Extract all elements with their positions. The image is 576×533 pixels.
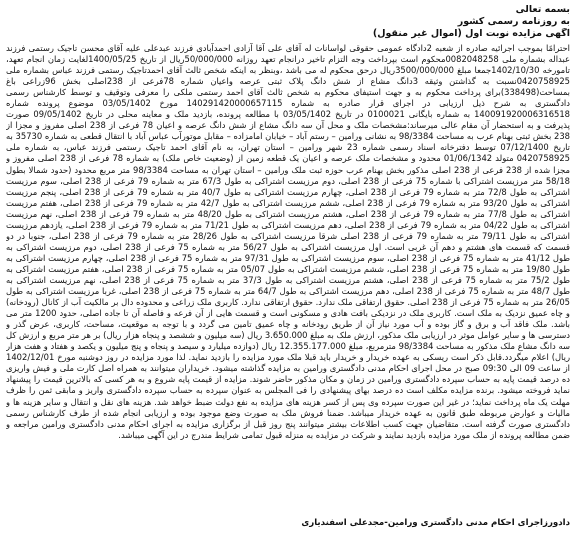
bismillah-heading: بسمه تعالی bbox=[515, 4, 570, 15]
notice-title: آگهی مزایده نوبت اول (اموال غیر منقول) bbox=[372, 28, 570, 39]
notice-body: احترامًا بموجب اجرائیه صادره از شعبه 2دادگاه عمومی حقوقی لواسانات له آقای علی آقا آزادی احمدآبادی فرزند عبدعلی علیه آقای محسن تاجیک رستمی فرزند عبداله بشماره ملی 0082048258محکوم است بپرداخت وجه التزام تاخیر درانجام تعهد روزانه 50/000/000ریال از تاریخ 1400/05/25لغایت زمان انجام تعهد، تامورخه 1402/10/30جمعا مبلغ 3500/000/000ریال درحق محکوم له می باشد ،وبنظر به اینکه شخص ثالث آقای احمدتاجیک رستمی فرزند عباس بشماره ملی 0420758925نسبت به گذاشتن وثیقه 3دانگ مشاع از شش دانگ پلاک ثبتی عرصه واعیان شماره 78فرعی از 238اصلی بخش 96زراعی باغ بمساحت(338498)برای پرداخت محکوم به و جهت استیفای محکوم به شخص ثالث آقای احمد رستمی ملکی را معرفی وتوقیف و توسط کارشناس رسمی دادگستری به شرح ذیل ارزیابی در اجرای قرار صادره به شماره 140291420000657115 مورخ 03/05/1402 موضوع پرونده شماره 140091920006316518 به شماره بایگانی 0100021 در تاریخ 03/05/1402 با مطالعه پرونده، بازدید ملک و معاینه محلی در تاریخ 09/05/1402 صورت پذیرفت و به استحضار آن مقام عالی میرساند:مشخصات ملک و محل آن سه دانگ مشاع از شش دانگ عرصه و اعیان 78 فرعی از 238 اصلی مفروز و مجزا از 238 بخش ثبتی بهنام عرب به مساحت 98/3384 به نشانی ورامین – رستم آباد – خیابان امامزاده – مقابل موتورآب عباس آباد با انتقال قطعی به شماره 35730 به تاریخ 07/12/1400 توسط دفترخانه اسناد رسمی شماره 23 شهر ورامین – استان تهران، به نام آقای احمد تاجیک رستمی فرزند عباس، به شماره ملی 0420758925 متولد 01/06/1342 محدود و مشخصات ملک عرصه و اعیان یک قطعه زمین از (وضعیت خاص ملک) به شماره 78 فرعی از 238 اصلی مفروز و مجزا شده از 238 فرعی از 238 اصلی مذکور بخش بهنام عرب حوزه ثبت ملک ورامین – استان تهران به مساحت 98/3384 متر مربع محدود (حدود شمالا بطول 58/18 متر مرزیست اشتراکی با شماره 75 فرعی از 238 اصلی، دوم مرزیست اشتراکی به طول 67/3 متر به شماره 79 فرعی از 238 اصلی، سوم مرزیست اشتراکی به طول 72/8 متر به شماره 79 فرعی از 238 اصلی، چهارم مرزیست اشتراکی به طول 40/7 متر به شماره 79 فرعی از 238 اصلی، پنجم مرزیست اشتراکی به طول 93/20 متر به شماره 79 فرعی از 238 اصلی، ششم مرزیست اشتراکی به طول 42/7 متر به شماره 79 فرعی از 238 اصلی، هفتم مرزیست اشتراکی به طول 77/8 متر به شماره 79 فرعی از 238 اصلی، هشتم مرزیست اشتراکی به طول 48/20 متر به شماره 79 فرعی از 238 اصلی، نهم مرزیست اشتراکی به طول 04/22 متر به شماره 79 فرعی از 238 اصلی، دهم مرزیست اشتراکی به طول 71/21 متر به شماره 79 فرعی از 238 اصلی، یازدهم مرزیست اشتراکی به طول 79/11 متر به شماره 79 فرعی از 238 اصلی شرقا مرزیست اشتراکی به طول 28/26 متر به شماره 79 فرعی از 238 اصلی، جنوبا در دو قسمت که قسمت های هشتم و دهم آن غربی است. اول مرزیست اشتراکی به طول 56/27 متر به شماره 75 فرعی از 238 اصلی، دوم مرزیست اشتراکی به طول 41/12 متر به شماره 75 فرعی از 238 اصلی، سوم مرزیست اشتراکی به طول 97/31 متر به شماره 75 فرعی از 238 اصلی، چهارم مرزیست اشتراکی به طول 19/80 متر به شماره 75 فرعی از 238 اصلی، ششم مرزیست اشتراکی به طول 05/07 متر به شماره 75 فرعی از 238 اصلی، هفتم مرزیست اشتراکی به طول 75/2 متر به شماره 75 فرعی از 238 اصلی، هشتم مرزیست اشتراکی به طول 37/3 متر به شماره 75 فرعی از 238 اصلی، نهم مرزیست اشتراکی به طول 48/7 متر به شماره 75 فرعی از 238 اصلی، دهم مرزیست اشتراکی به طول 64/7 متر به شماره 75 فرعی از 238 اصلی، غربا مرزیست اشتراکی به طول 26/05 متر به شماره 75 فرعی از 238 اصلی. حقوق ارتفاقی ملک ندارد. حقوق ارتفاقی ندارد. کاربری ملک زراعی و محدوده دال بر مالکیت آب از کانال (رودخانه) و چاه عمیق نزدیک به ملک است. کاربری ملک در نزدیکی بافت هادی و مسکونی است و قسمت هایی از آن فرعه و فاصله آن تا جاده اصلی، حدود 1200 متر می باشد. ملک فاقد آب و برق و گاز بوده و آب مورد نیاز آن از طریق رودخانه و چاه عمیق تامین می گردد و با توجه به موقعیت، مساحت، کاربری، عرض گذر و دسترسی ها و سایر عوامل موثر در ارزیابی ملک مذکور، ارزش ملک به مبلغ 3.650.000 ریال (سه میلیون و ششصد و پنجاه هزار ریال) بر هر متر مربع و ارزش کل سه دانگ مشاع ملک مذکور به مساحت 98/3384 مترمربع، مبلغ 12.355.177.000 ریال (دوازده میلیارد و سیصد و پنجاه و پنج میلیون و یکصد و هفتاد و هفت هزار ریال) اعلام میگردد.قابل ذکر است ریسکی به عهده خریدار و خریدار باید قبلا ملک مورد مزایده را بازدید نماید. لذا مورد مزایده در روز دوشنبه مورخ 1402/12/01 از ساعت 09 الی 09:30 صبح در محل اجرای احکام مدنی دادگستری ورامین به مزایده گذاشته میشود. خریداران میتوانند به همراه اصل کارت ملی و فیش واریزی ده درصد قیمت پایه به حساب سپرده دادگستری ورامین در زمان و مکان مذکور حاضر شوند. مزایده از قیمت پایه شروع و به هر کسی که بالاترین قیمت را پیشنهاد نماید فروخته میشود. برنده مزایده مکلف است ده درصد بهای پیشنهادی را فی المجلس به عنوان سپرده به حساب سپرده دادگستری واریز و مابقی ثمن را ظرف مهلت یک ماه پرداخت نماید؛ در غیر این صورت سپرده وی پس از کسر هزینه های مزایده به نفع دولت ضبط خواهد شد. هزینه های نقل و انتقال و سایر هزینه ها و مالیات و عوارض مربوطه طبق قانون به عهده خریدار میباشد. ضمنا فروش ملک به صورت وضع موجود بوده و ارزیابی انجام شده از طرف کارشناس رسمی دادگستری صورت گرفته است. متقاضیان جهت کسب اطلاعات بیشتر میتوانند پنج روز قبل از برگزاری مزایده به اجرای احکام مدنی دادگستری ورامین مراجعه و ضمن مطالعه پرونده از ملک مورد مزایده بازدید نمایند و شرکت در مزایده به منزله قبول تمامی شرایط مندرج در این آگهی میباشد. bbox=[6, 43, 570, 440]
notice-header bbox=[6, 4, 570, 40]
notice-signature: دادورزاجرای احکام مدنی دادگستری ورامین-مجدعلی اسفندیاری bbox=[301, 518, 570, 528]
newspaper-subtitle: به روزنامه رسمی کشور bbox=[457, 16, 570, 27]
